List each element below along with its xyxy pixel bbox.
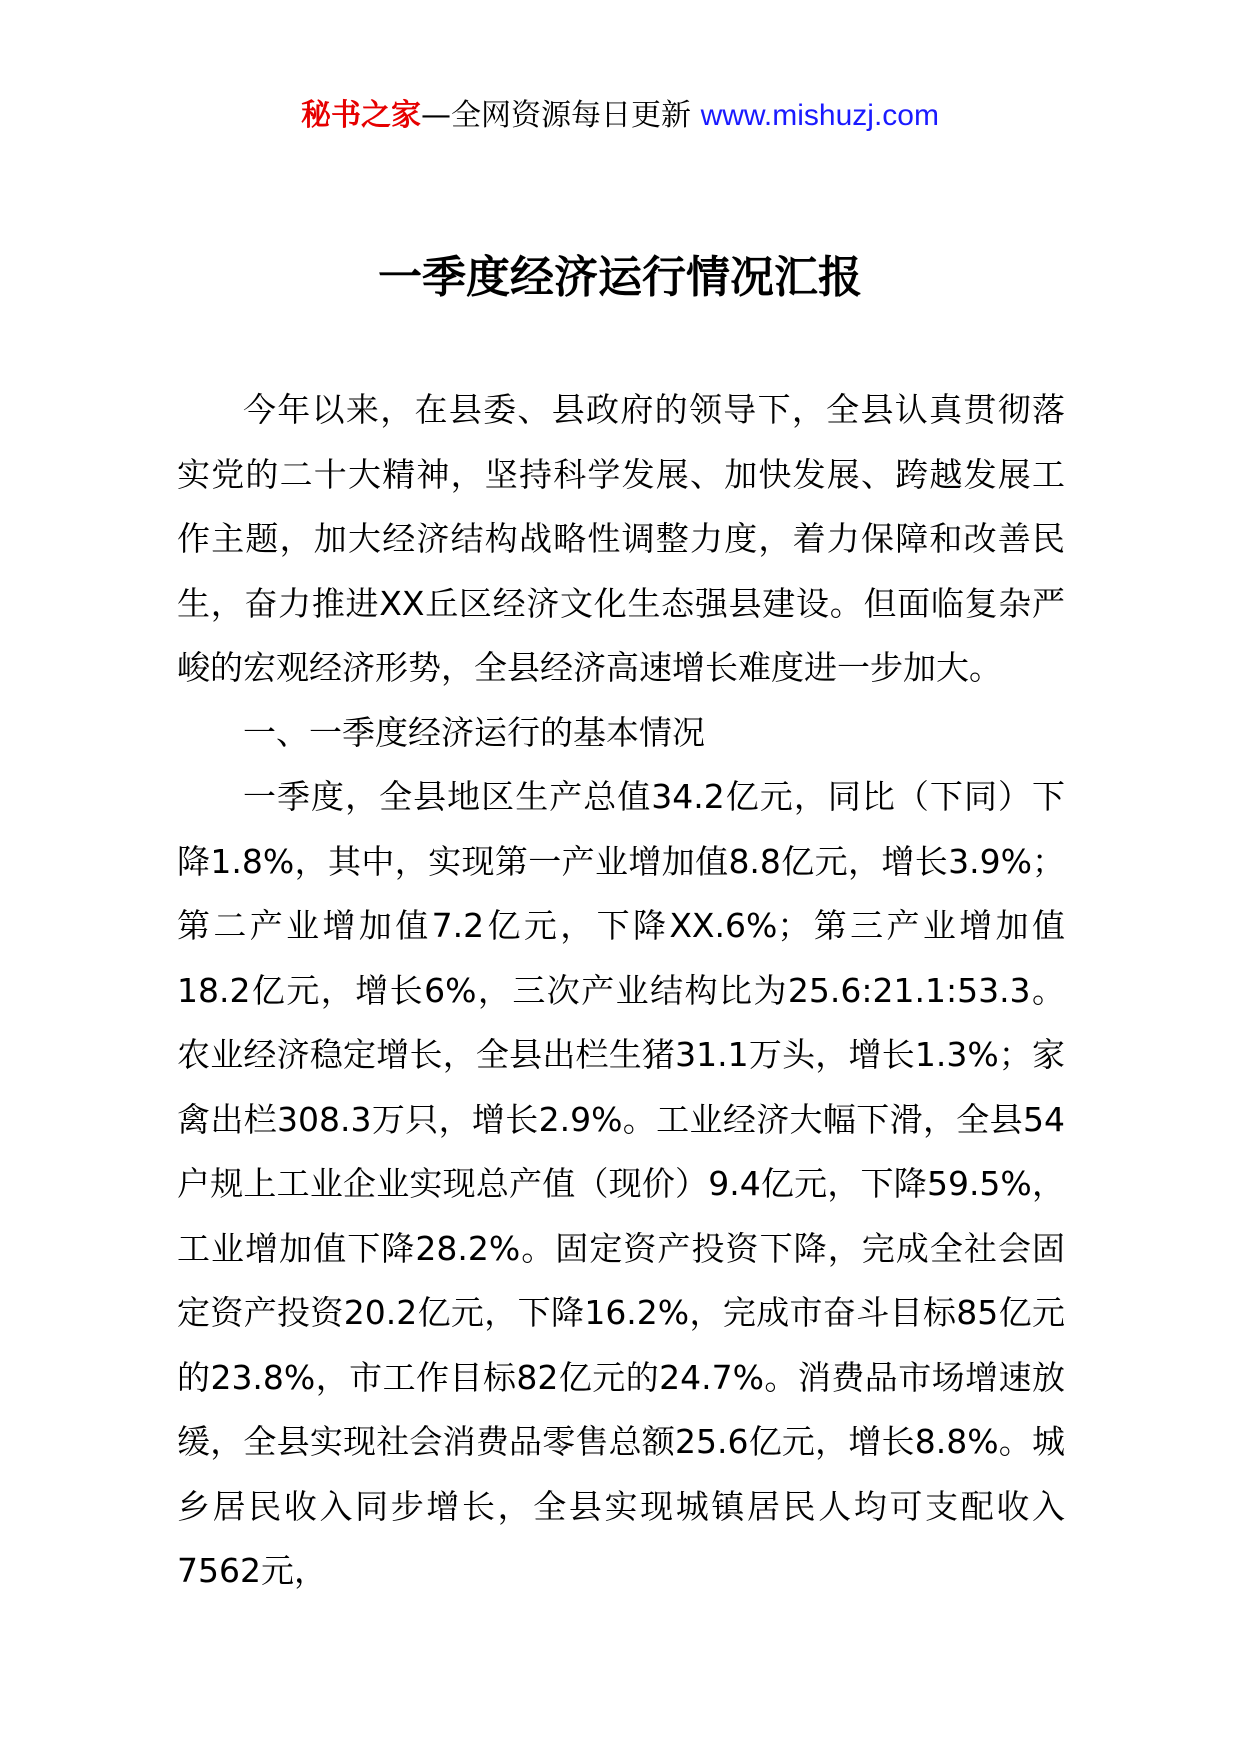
- site-tagline: —全网资源每日更新: [421, 98, 701, 133]
- intro-paragraph: 今年以来，在县委、县政府的领导下，全县认真贯彻落实党的二十大精神，坚持科学发展、加快发展、跨越发展工作主题，加大经济结构战略性调整力度，着力保障和改善民生，奋力推进XX丘区经济文化生态强县建设。但面临复杂严峻的宏观经济形势，全县经济高速增长难度进一步加大。: [177, 390, 1065, 687]
- document-title: 一季度经济运行情况汇报: [378, 252, 862, 303]
- site-header: [0, 96, 1240, 136]
- site-brand: 秘书之家: [301, 98, 422, 133]
- document-body: [177, 378, 1065, 1604]
- section-heading: 一、一季度经济运行的基本情况: [243, 712, 705, 752]
- site-url-link[interactable]: www.mishuzj.com: [700, 99, 939, 132]
- body-paragraph: 一季度，全县地区生产总值34.2亿元，同比（下同）下降1.8%，其中，实现第一产业增加值8.8亿元，增长3.9%；第二产业增加值7.2亿元，下降XX.6%；第三产业增加值18.2亿元，增长6%，三次产业结构比为25.6:21.1:53.3。农业经济稳定增长，全县出栏生猪31.1万头，增长1.3%；家禽出栏308.3万只，增长2.9%。工业经济大幅下滑，全县54户规上工业企业实现总产值（现价）9.4亿元，下降59.5%，工业增加值下降28.2%。固定资产投资下降，完成全社会固定资产投资20.2亿元，下降16.2%，完成市奋斗目标85亿元的23.8%，市工作目标82亿元的24.7%。消费品市场增速放缓，全县实现社会消费品零售总额25.6亿元，增长8.8%。城乡居民收入同步增长，全县实现城镇居民人均可支配收入7562元，: [177, 777, 1065, 1590]
